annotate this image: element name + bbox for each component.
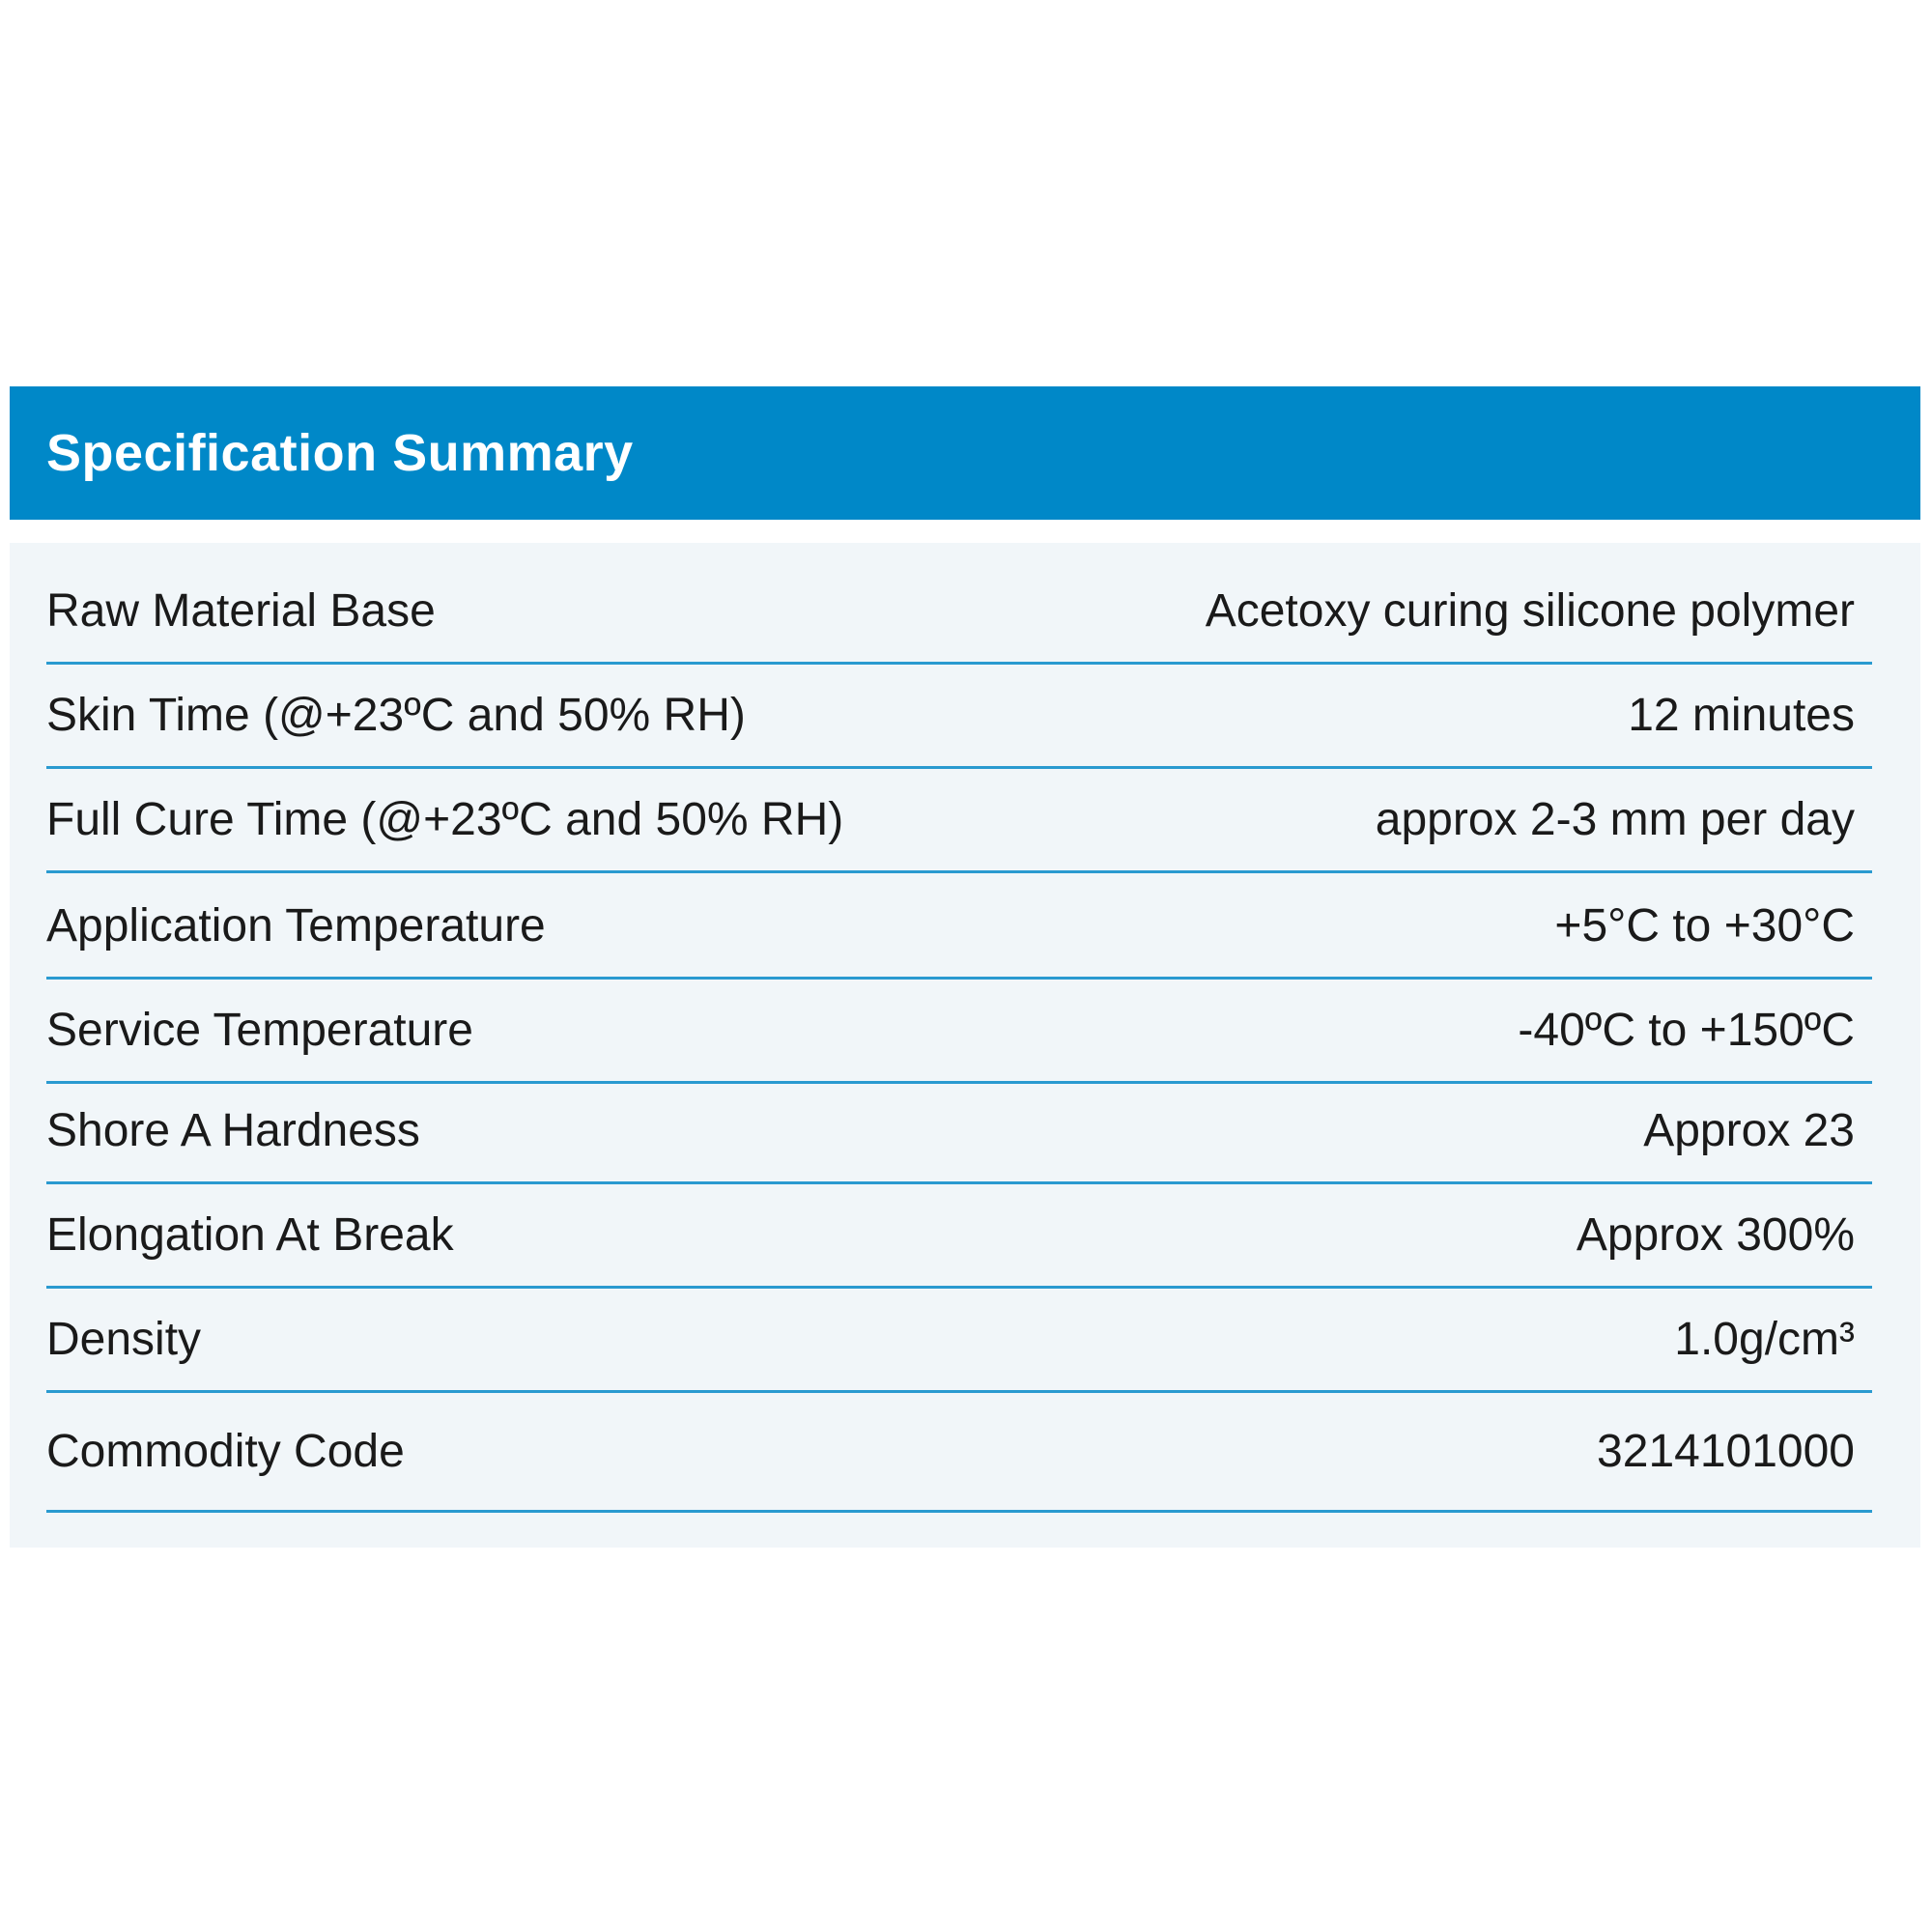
row-label: Commodity Code (46, 1426, 405, 1477)
table-row (46, 980, 1872, 1084)
table-row (46, 769, 1872, 873)
row-value: Approx 23 (1643, 1105, 1855, 1156)
table-row (46, 1080, 1872, 1184)
page-title: Specification Summary (46, 424, 634, 482)
row-value: -40ºC to +150ºC (1518, 1005, 1855, 1056)
table-row (46, 1184, 1872, 1289)
table-row (46, 1393, 1872, 1513)
table-row (46, 560, 1872, 665)
row-label: Application Temperature (46, 900, 546, 952)
table-row (46, 1289, 1872, 1393)
row-value: Approx 300% (1576, 1209, 1855, 1261)
row-label: Elongation At Break (46, 1209, 454, 1261)
spec-table (10, 543, 1920, 1548)
row-label: Full Cure Time (@+23ºC and 50% RH) (46, 794, 844, 845)
row-value: approx 2-3 mm per day (1375, 794, 1855, 845)
row-label: Shore A Hardness (46, 1105, 420, 1156)
row-label: Density (46, 1314, 202, 1365)
table-row (46, 665, 1872, 769)
row-label: Raw Material Base (46, 585, 436, 637)
spec-header (10, 386, 1920, 520)
row-value: 1.0g/cm³ (1674, 1314, 1855, 1365)
row-label: Skin Time (@+23ºC and 50% RH) (46, 690, 746, 741)
row-value: 3214101000 (1597, 1426, 1855, 1477)
table-row (46, 875, 1872, 980)
row-label: Service Temperature (46, 1005, 473, 1056)
row-value: 12 minutes (1628, 690, 1855, 741)
row-value: +5°C to +30°C (1554, 900, 1855, 952)
row-value: Acetoxy curing silicone polymer (1205, 585, 1855, 637)
